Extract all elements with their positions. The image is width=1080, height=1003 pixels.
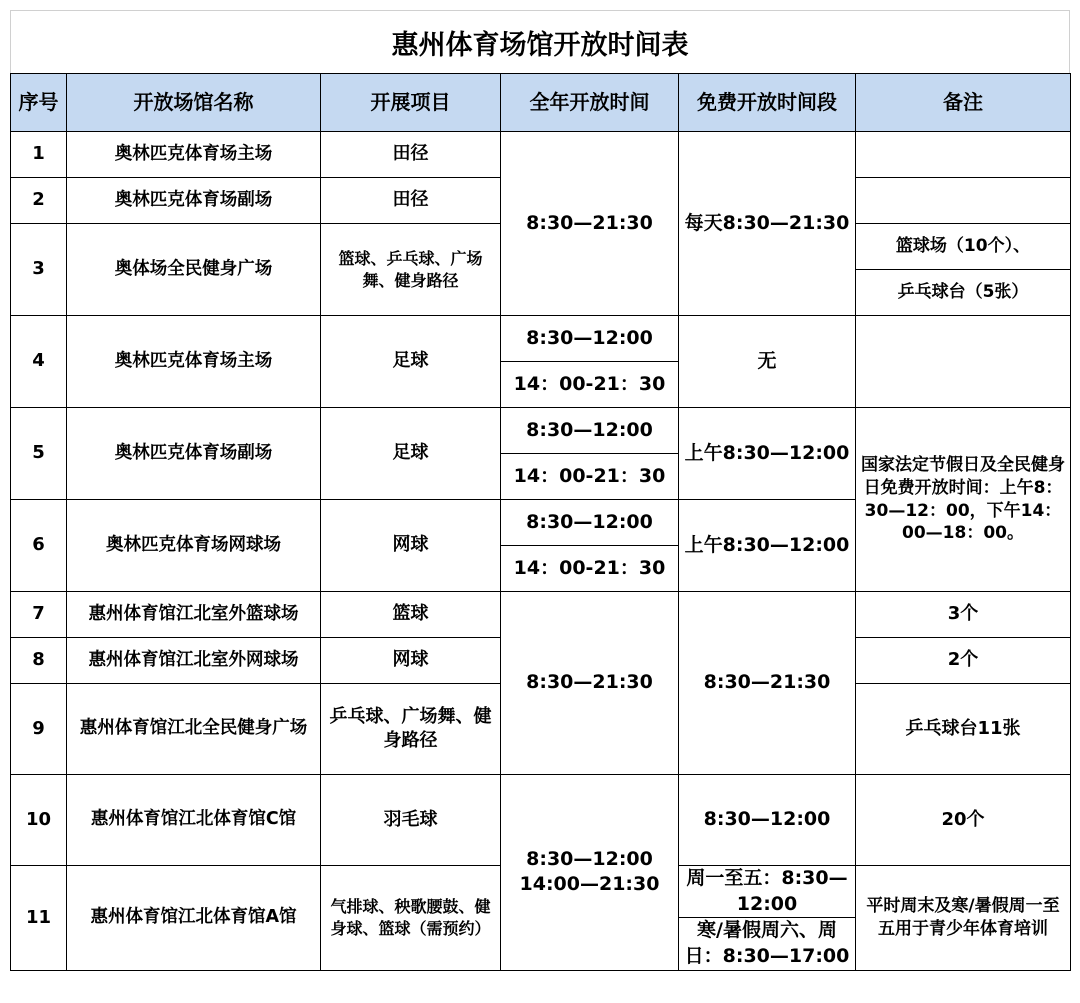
free-time: 8:30—12:00 xyxy=(679,775,856,866)
annual-time: 8:30—12:00 xyxy=(501,500,679,546)
header-no: 序号 xyxy=(11,74,67,132)
row-no: 3 xyxy=(11,224,67,316)
header-item: 开展项目 xyxy=(321,74,501,132)
venue-name: 奥林匹克体育场副场 xyxy=(67,408,321,500)
table-row xyxy=(11,592,1071,638)
venue-name: 奥林匹克体育场副场 xyxy=(67,178,321,224)
item: 足球 xyxy=(321,408,501,500)
note-empty xyxy=(856,178,1071,224)
free-time: 寒/暑假周六、周日：8:30—17:00 xyxy=(679,918,856,970)
venue-name: 惠州体育馆江北体育馆C馆 xyxy=(67,775,321,866)
item: 羽毛球 xyxy=(321,775,501,866)
free-time: 每天8:30—21:30 xyxy=(679,132,856,316)
venue-name: 惠州体育馆江北室外网球场 xyxy=(67,638,321,684)
row-no: 7 xyxy=(11,592,67,638)
row-no: 5 xyxy=(11,408,67,500)
sheet-title: 惠州体育场馆开放时间表 xyxy=(10,10,1070,73)
table-row xyxy=(11,316,1071,362)
row-no: 11 xyxy=(11,866,67,971)
row-no: 4 xyxy=(11,316,67,408)
annual-time: 14：00-21：30 xyxy=(501,454,679,500)
free-time: 上午8:30—12:00 xyxy=(679,500,856,592)
item: 足球 xyxy=(321,316,501,408)
header-venue: 开放场馆名称 xyxy=(67,74,321,132)
table-row xyxy=(11,408,1071,454)
table-row xyxy=(11,775,1071,866)
item: 田径 xyxy=(321,178,501,224)
note: 3个 xyxy=(856,592,1071,638)
venue-name: 惠州体育馆江北室外篮球场 xyxy=(67,592,321,638)
table-row xyxy=(11,132,1071,178)
item: 气排球、秧歌腰鼓、健身球、篮球（需预约） xyxy=(321,866,501,971)
row-no: 8 xyxy=(11,638,67,684)
venue-name: 奥林匹克体育场主场 xyxy=(67,316,321,408)
note-empty xyxy=(856,316,1071,408)
row-no: 2 xyxy=(11,178,67,224)
note: 乒乓球台11张 xyxy=(856,684,1071,775)
row-no: 10 xyxy=(11,775,67,866)
annual-time: 14：00-21：30 xyxy=(501,362,679,408)
venue-name: 惠州体育馆江北体育馆A馆 xyxy=(67,866,321,971)
item: 网球 xyxy=(321,638,501,684)
annual-time: 14：00-21：30 xyxy=(501,546,679,592)
annual-time: 8:30—12:00 14:00—21:30 xyxy=(501,775,679,971)
item: 乒乓球、广场舞、健身路径 xyxy=(321,684,501,775)
header-free-time: 免费开放时间段 xyxy=(679,74,856,132)
free-time: 无 xyxy=(679,316,856,408)
schedule-table xyxy=(10,73,1071,971)
free-time: 上午8:30—12:00 xyxy=(679,408,856,500)
venue-name: 惠州体育馆江北全民健身广场 xyxy=(67,684,321,775)
item: 篮球、乒乓球、广场舞、健身路径 xyxy=(321,224,501,316)
row-no: 9 xyxy=(11,684,67,775)
header-row xyxy=(11,74,1071,132)
note: 20个 xyxy=(856,775,1071,866)
header-annual-time: 全年开放时间 xyxy=(501,74,679,132)
venue-name: 奥林匹克体育场网球场 xyxy=(67,500,321,592)
annual-time: 8:30—21:30 xyxy=(501,132,679,316)
free-time: 周一至五：8:30—12:00 xyxy=(679,866,856,918)
holiday-note: 国家法定节假日及全民健身日免费开放时间：上午8：30—12：00，下午14：00—18：00。 xyxy=(856,408,1071,592)
note: 乒乓球台（5张） xyxy=(856,270,1071,316)
item: 田径 xyxy=(321,132,501,178)
row-no: 6 xyxy=(11,500,67,592)
annual-time: 8:30—21:30 xyxy=(501,592,679,775)
note: 2个 xyxy=(856,638,1071,684)
venue-name: 奥体场全民健身广场 xyxy=(67,224,321,316)
item: 篮球 xyxy=(321,592,501,638)
item: 网球 xyxy=(321,500,501,592)
venue-name: 奥林匹克体育场主场 xyxy=(67,132,321,178)
free-time: 8:30—21:30 xyxy=(679,592,856,775)
note: 平时周末及寒/暑假周一至五用于青少年体育培训 xyxy=(856,866,1071,971)
annual-time: 8:30—12:00 xyxy=(501,316,679,362)
note-empty xyxy=(856,132,1071,178)
row-no: 1 xyxy=(11,132,67,178)
header-note: 备注 xyxy=(856,74,1071,132)
schedule-sheet xyxy=(10,10,1070,995)
note: 篮球场（10个）、 xyxy=(856,224,1071,270)
annual-time: 8:30—12:00 xyxy=(501,408,679,454)
